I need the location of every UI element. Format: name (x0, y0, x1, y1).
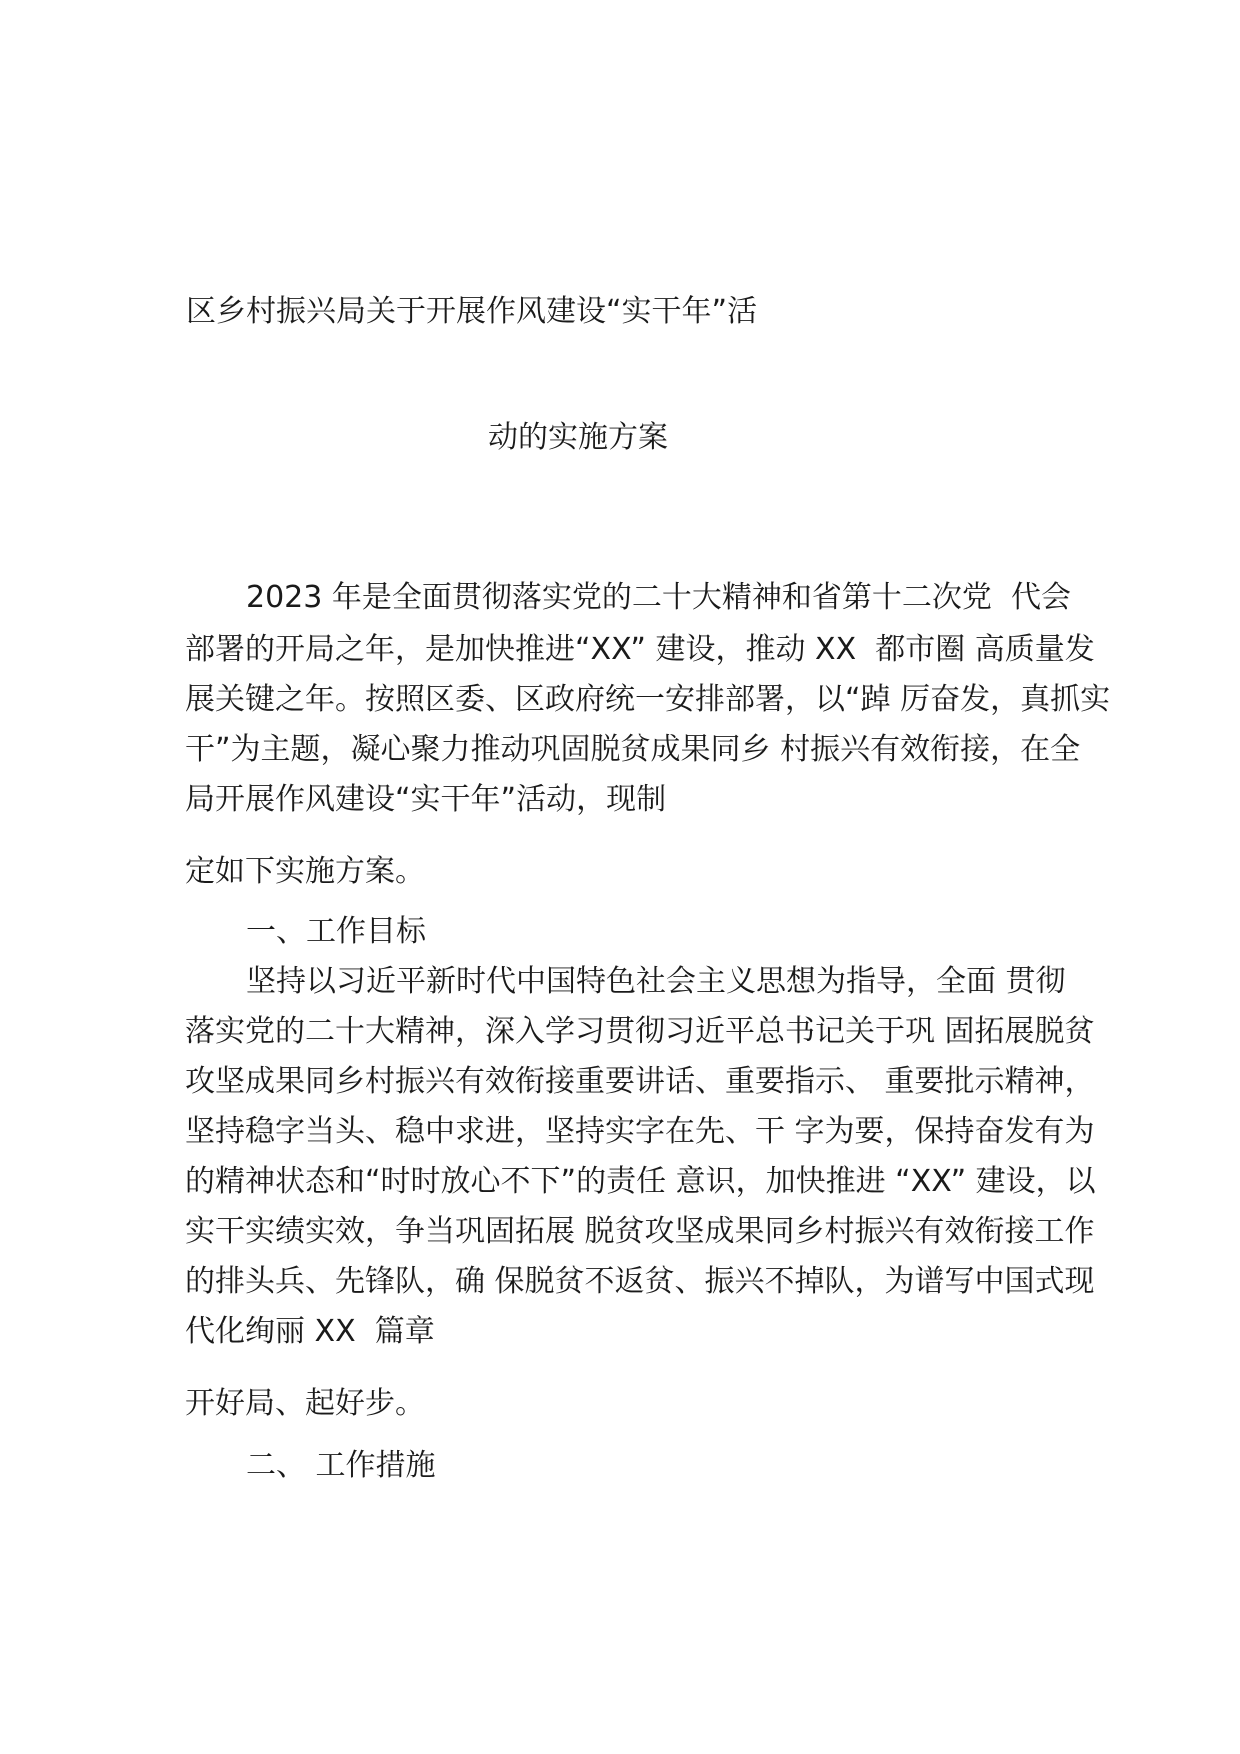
section-1-heading: 一、工作目标 (246, 914, 426, 949)
paragraph-2-line: 实干实绩实效，争当巩固拓展 脱贫攻坚成果同乡村振兴有效衔接工作 (185, 1214, 1095, 1249)
paragraph-2-line: 的排头兵、先锋队，确 保脱贫不返贫、振兴不掉队，为谱写中国式现 (185, 1264, 1095, 1299)
paragraph-1-line: 干”为主题，凝心聚力推动巩固脱贫成果同乡 村振兴有效衔接，在全 (185, 732, 1081, 767)
paragraph-1-line: 展关键之年。按照区委、区政府统一安排部署，以“踔 厉奋发，真抓实 (185, 682, 1111, 717)
paragraph-2-line: 坚持稳字当头、稳中求进，坚持实字在先、干 字为要，保持奋发有为 (185, 1114, 1095, 1149)
paragraph-1-line: 部署的开局之年，是加快推进“XX” 建设，推动 XX 都市圈 高质量发 (185, 632, 1095, 667)
paragraph-1-line: 局开展作风建设“实干年”活动，现制 (185, 782, 667, 817)
paragraph-2-line: 开好局、起好步。 (185, 1386, 425, 1421)
paragraph-2-line: 代化绚丽 XX 篇章 (185, 1314, 435, 1349)
document-title-line-1: 区乡村振兴局关于开展作风建设“实干年”活 (186, 294, 758, 329)
paragraph-2-line: 攻坚成果同乡村振兴有效衔接重要讲话、重要指示、 重要批示精神， (185, 1064, 1095, 1099)
paragraph-1-line: 定如下实施方案。 (185, 854, 425, 889)
paragraph-2-line: 落实党的二十大精神，深入学习贯彻习近平总书记关于巩 固拓展脱贫 (185, 1014, 1095, 1049)
paragraph-2-line: 的精神状态和“时时放心不下”的责任 意识，加快推进 “XX” 建设，以 (185, 1164, 1096, 1199)
paragraph-2-line: 坚持以习近平新时代中国特色社会主义思想为指导，全面 贯彻 (246, 964, 1066, 999)
document-title-line-2: 动的实施方案 (488, 420, 668, 455)
section-2-heading: 二、 工作措施 (246, 1448, 436, 1483)
paragraph-1-line: 2023 年是全面贯彻落实党的二十大精神和省第十二次党 代会 (246, 580, 1071, 615)
